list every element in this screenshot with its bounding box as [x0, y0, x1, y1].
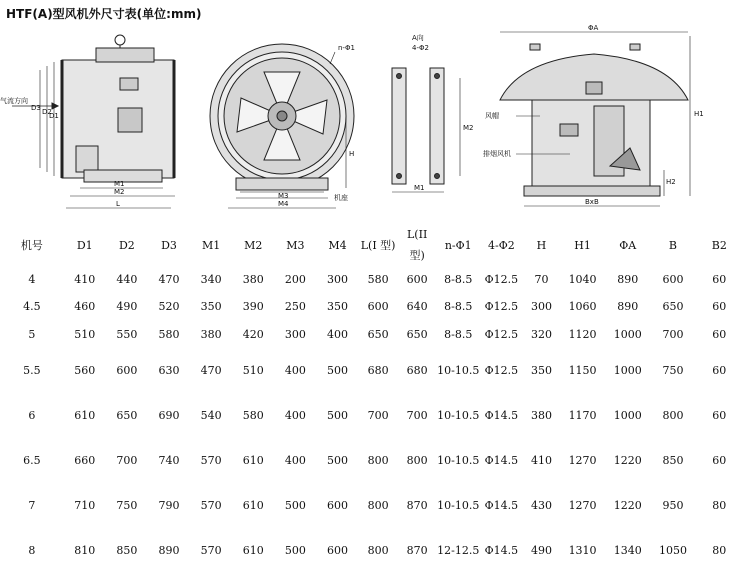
col-header-b2: B2 — [711, 238, 727, 252]
table-cell: 510 — [242, 364, 264, 377]
table-cell: 1170 — [568, 409, 597, 422]
table-cell: 610 — [242, 499, 264, 512]
table-cell: 800 — [367, 454, 389, 467]
m4-label: M4 — [278, 200, 289, 208]
table-cell: 870 — [406, 544, 428, 557]
table-row — [0, 528, 743, 573]
table-cell: 890 — [617, 272, 639, 286]
m1-label: M1 — [114, 180, 125, 188]
col-header-l-type1: L(I 型) — [360, 238, 396, 252]
table-cell: 4 — [28, 272, 36, 286]
d2-label: D2 — [42, 108, 52, 116]
side-view-drawing — [12, 35, 175, 208]
table-cell: 400 — [284, 409, 306, 422]
hood-label: 风帽 — [485, 112, 499, 120]
table-cell: 500 — [284, 544, 306, 557]
table-cell: 570 — [200, 499, 222, 512]
table-cell: 400 — [284, 364, 306, 377]
base-label: 机座 — [334, 194, 348, 202]
col-header-m3: M3 — [286, 238, 305, 252]
table-cell: Φ14.5 — [484, 544, 519, 557]
col-header-m4: M4 — [328, 238, 347, 252]
table-cell: Φ14.5 — [484, 409, 519, 422]
table-cell: 870 — [406, 499, 428, 512]
table-cell: 850 — [662, 454, 684, 467]
page-title: HTF(A)型风机外尺寸表(单位:mm) — [6, 7, 202, 21]
table-cell: 400 — [284, 454, 306, 467]
table-cell: 610 — [242, 544, 264, 557]
table-cell: 5 — [28, 327, 36, 341]
table-cell: 650 — [116, 409, 138, 422]
table-cell: 340 — [200, 272, 222, 286]
table-cell: 550 — [116, 327, 138, 341]
table-cell: 8-8.5 — [444, 272, 473, 286]
table-cell: 520 — [158, 299, 180, 313]
table-cell: 710 — [74, 499, 96, 512]
col-header-h: H — [536, 238, 547, 252]
table-row — [0, 266, 743, 292]
table-cell: 630 — [158, 364, 180, 377]
airflow-label: 气流方向 — [0, 97, 28, 105]
h-label: H — [349, 150, 355, 158]
table-cell: 10-10.5 — [437, 364, 480, 377]
table-cell: 600 — [662, 272, 684, 286]
front-view-drawing — [210, 44, 354, 208]
4-phi2-label: 4-Φ2 — [412, 44, 429, 52]
table-cell: 750 — [116, 499, 138, 512]
col-header-n-phi1: n-Φ1 — [444, 238, 472, 252]
col-header-phi-a: ΦA — [619, 238, 637, 252]
table-cell: 1120 — [568, 327, 597, 341]
table-cell: 300 — [327, 272, 349, 286]
table-cell: 60 — [712, 299, 727, 313]
table-cell: 380 — [530, 409, 552, 422]
table-cell: 510 — [74, 327, 96, 341]
table-cell: 890 — [617, 299, 639, 313]
table-cell: 380 — [242, 272, 264, 286]
table-cell: 5.5 — [23, 364, 41, 377]
table-cell: 580 — [242, 409, 264, 422]
table-cell: 700 — [116, 454, 138, 467]
l-label: L — [116, 200, 120, 208]
m3-label: M3 — [278, 192, 289, 200]
table-cell: 300 — [284, 327, 306, 341]
table-cell: 740 — [158, 454, 180, 467]
table-cell: 500 — [327, 454, 349, 467]
table-cell: 800 — [406, 454, 428, 467]
table-cell: 8 — [28, 544, 36, 557]
table-cell: Φ12.5 — [484, 364, 519, 377]
d1-label: D1 — [49, 112, 59, 120]
table-cell: 1270 — [568, 454, 597, 467]
table-cell: 1000 — [613, 409, 642, 422]
table-cell: 60 — [712, 272, 727, 286]
table-cell: 640 — [406, 299, 428, 313]
table-header-row — [0, 224, 743, 266]
table-cell: 440 — [116, 272, 138, 286]
bxb-label: BxB — [585, 198, 599, 206]
phi-a-label: ΦA — [588, 24, 599, 32]
table-cell: 800 — [367, 499, 389, 512]
table-cell: 500 — [327, 364, 349, 377]
table-cell: 650 — [367, 327, 389, 341]
table-cell: 460 — [74, 299, 96, 313]
table-cell: 490 — [530, 544, 552, 557]
table-cell: 410 — [74, 272, 96, 286]
table-cell: 470 — [158, 272, 180, 286]
table-body — [0, 266, 743, 573]
table-cell: 500 — [327, 409, 349, 422]
table-cell: 400 — [327, 327, 349, 341]
col-header-m1: M1 — [202, 238, 221, 252]
table-cell: 430 — [530, 499, 552, 512]
table-cell: 80 — [712, 499, 727, 512]
col-header-l-type2: L(II 型) — [407, 228, 428, 262]
table-cell: 350 — [530, 364, 552, 377]
table-cell: 60 — [712, 454, 727, 467]
h1-label: H1 — [694, 110, 704, 118]
table-cell: 650 — [662, 299, 684, 313]
col-header-4-phi2: 4-Φ2 — [488, 238, 515, 252]
d3-label: D3 — [31, 104, 41, 112]
m1-bottom-label: M1 — [414, 184, 425, 192]
table-cell: 610 — [242, 454, 264, 467]
table-cell: 1050 — [658, 544, 687, 557]
table-cell: 390 — [242, 299, 264, 313]
table-cell: Φ12.5 — [484, 299, 519, 313]
table-cell: 350 — [327, 299, 349, 313]
table-cell: 6.5 — [23, 454, 41, 467]
m2-label: M2 — [114, 188, 125, 196]
table-cell: 1220 — [613, 499, 642, 512]
table-cell: 650 — [406, 327, 428, 341]
table-cell: 8-8.5 — [444, 327, 473, 341]
table-cell: 60 — [712, 364, 727, 377]
table-row — [0, 483, 743, 528]
fan-dimension-drawings — [0, 20, 743, 230]
table-cell: 690 — [158, 409, 180, 422]
table-cell: Φ12.5 — [484, 327, 519, 341]
table-cell: 8-8.5 — [444, 299, 473, 313]
table-cell: 1310 — [568, 544, 597, 557]
table-cell: 790 — [158, 499, 180, 512]
table-cell: 800 — [367, 544, 389, 557]
table-cell: Φ14.5 — [484, 499, 519, 512]
table-cell: 1000 — [613, 364, 642, 377]
table-cell: 540 — [200, 409, 222, 422]
table-cell: 1150 — [568, 364, 597, 377]
table-cell: 800 — [662, 409, 684, 422]
table-cell: 6 — [28, 409, 36, 422]
exhaust-fan-label: 排烟风机 — [483, 150, 511, 158]
table-cell: 300 — [530, 299, 552, 313]
table-cell: 10-10.5 — [437, 409, 480, 422]
table-cell: 680 — [406, 364, 428, 377]
table-cell: 1220 — [613, 454, 642, 467]
table-cell: Φ12.5 — [484, 272, 519, 286]
table-cell: 700 — [367, 409, 389, 422]
table-cell: 850 — [116, 544, 138, 557]
table-cell: 60 — [712, 327, 727, 341]
col-header-m2: M2 — [244, 238, 263, 252]
table-cell: 410 — [530, 454, 552, 467]
table-cell: 600 — [406, 272, 428, 286]
table-cell: 10-10.5 — [437, 454, 480, 467]
a-direction-label: A向 — [412, 34, 424, 42]
table-row — [0, 320, 743, 348]
table-cell: 600 — [116, 364, 138, 377]
table-cell: 680 — [367, 364, 389, 377]
table-cell: 350 — [200, 299, 222, 313]
table-cell: 80 — [712, 544, 727, 557]
table-cell: 750 — [662, 364, 684, 377]
table-cell: 580 — [367, 272, 389, 286]
roof-fan-drawing — [500, 32, 690, 206]
table-cell: 10-10.5 — [437, 499, 480, 512]
col-header-b: B — [668, 238, 678, 252]
table-row — [0, 393, 743, 438]
col-header-machine-no: 机号 — [20, 238, 43, 252]
h2-label: H2 — [666, 178, 676, 186]
n-phi1-label: n-Φ1 — [338, 44, 355, 52]
table-cell: 500 — [284, 499, 306, 512]
table-cell: 600 — [327, 544, 349, 557]
col-header-d3: D3 — [161, 238, 177, 252]
table-cell: 570 — [200, 544, 222, 557]
table-cell: 950 — [662, 499, 684, 512]
table-cell: 890 — [158, 544, 180, 557]
table-cell: 7 — [28, 499, 36, 512]
table-cell: 700 — [662, 327, 684, 341]
table-row — [0, 292, 743, 320]
table-cell: 200 — [284, 272, 306, 286]
table-cell: 1000 — [613, 327, 642, 341]
table-cell: 560 — [74, 364, 96, 377]
table-cell: 610 — [74, 409, 96, 422]
table-cell: 4.5 — [23, 299, 41, 313]
col-header-d1: D1 — [76, 238, 93, 252]
table-cell: 700 — [406, 409, 428, 422]
table-cell: 70 — [534, 272, 549, 286]
table-row — [0, 438, 743, 483]
table-cell: 250 — [284, 299, 306, 313]
table-cell: 470 — [200, 364, 222, 377]
table-cell: 1040 — [568, 272, 597, 286]
table-cell: 1060 — [568, 299, 597, 313]
table-cell: 1270 — [568, 499, 597, 512]
table-row — [0, 348, 743, 393]
dimension-table — [0, 224, 743, 573]
table-cell: 600 — [367, 299, 389, 313]
table-cell: 660 — [74, 454, 96, 467]
table-cell: Φ14.5 — [484, 454, 519, 467]
m2-side-label: M2 — [463, 124, 474, 132]
table-cell: 580 — [158, 327, 180, 341]
col-header-d2: D2 — [118, 238, 135, 252]
table-cell: 600 — [327, 499, 349, 512]
a-direction-view-drawing — [392, 68, 460, 192]
table-cell: 490 — [116, 299, 138, 313]
table-cell: 570 — [200, 454, 222, 467]
table-cell: 60 — [712, 409, 727, 422]
table-cell: 810 — [74, 544, 96, 557]
col-header-h1: H1 — [574, 238, 591, 252]
table-cell: 380 — [200, 327, 222, 341]
table-cell: 1340 — [613, 544, 642, 557]
table-cell: 420 — [242, 327, 264, 341]
table-cell: 320 — [530, 327, 552, 341]
table-cell: 12-12.5 — [437, 544, 480, 557]
